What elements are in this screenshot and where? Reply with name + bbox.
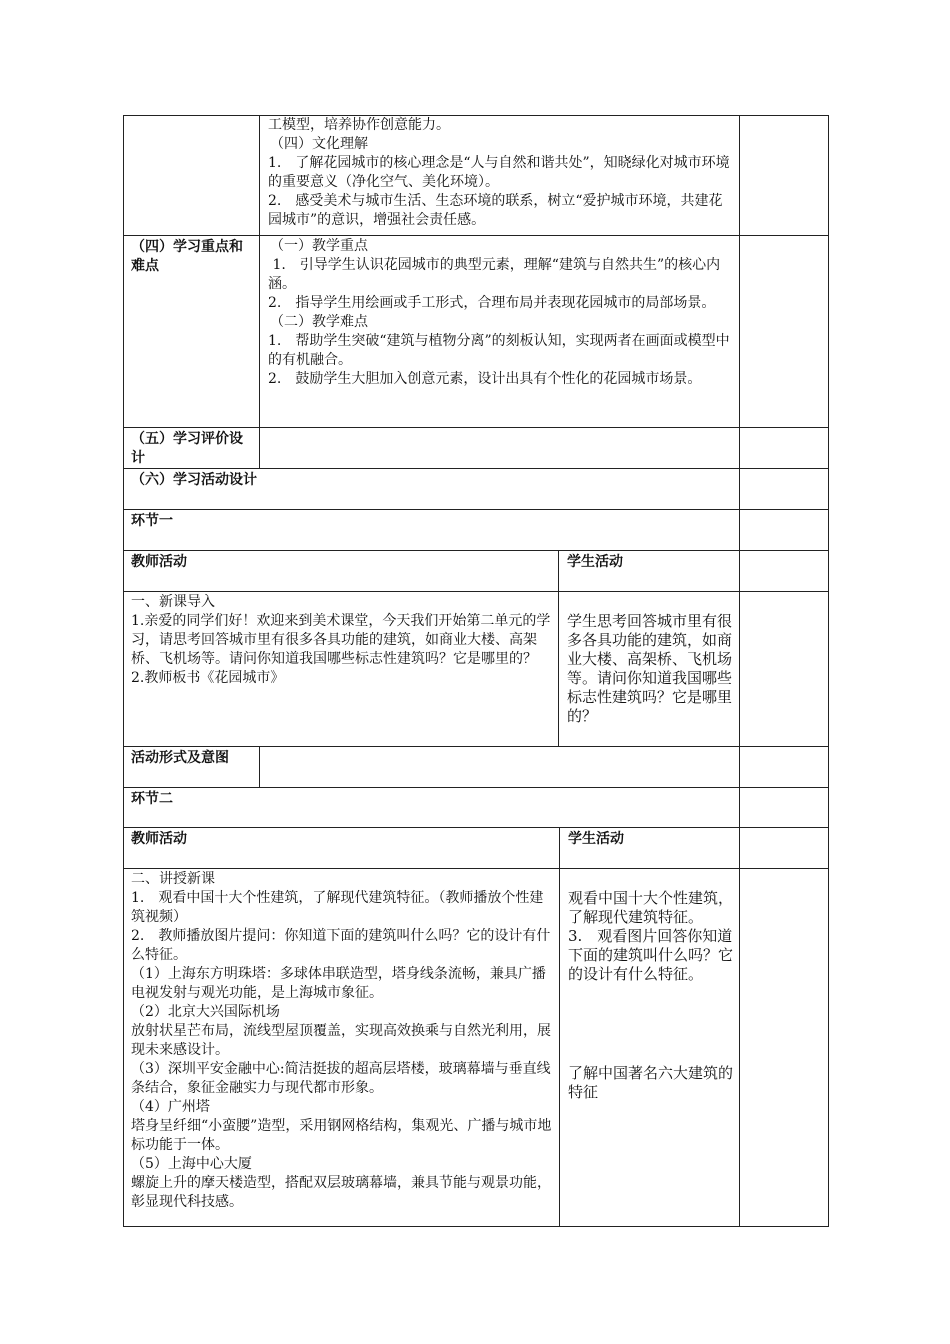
remarks-cell [739,592,829,746]
row-key-points [123,235,829,427]
culture-line: 1. 了解花园城市的核心理念是“人与自然和谐共处”，知晓绿化对城市环境的重要意义（净化空气、美化环境）。 [268,155,730,190]
building-item: （4）广州塔 [131,1099,210,1115]
student-activity-content [559,869,739,1227]
teacher-activity-header: 教师活动 [131,554,187,570]
row-stage-one-content [123,591,829,746]
student-line: 3. 观看图片回答你知道下面的建筑叫什么吗？它的设计有什么特征。 [568,927,734,983]
remarks-cell [739,510,829,550]
remarks-cell [739,115,829,235]
building-description: 塔身呈纤细“小蛮腰”造型，采用钢网格结构，集观光、广播与城市地标功能于一体。 [131,1118,552,1153]
student-activity-content [558,592,739,746]
row-activity-design [123,468,829,509]
culture-heading: （四）文化理解 [270,136,368,152]
difficulty-line: 2. 鼓励学生大胆加入创意元素，设计出具有个性化的花园城市场景。 [268,371,702,387]
lesson-plan-table [123,115,829,1227]
remarks-cell [739,788,829,827]
building-description: 螺旋上升的摩天楼造型，搭配双层玻璃幕墙，兼具节能与观景功能，彰显现代科技感。 [131,1175,551,1210]
building-item: （1）上海东方明珠塔：多球体串联造型，塔身线条流畅，兼具广播电视发射与观光功能，是上海城市象征。 [131,966,546,1001]
form-intent-content [259,747,739,787]
key-points-line: 2. 指导学生用绘画或手工形式，合理布局并表现花园城市的局部场景。 [268,295,716,311]
building-item: （3）深圳平安金融中心:简洁挺拔的超高层塔楼，玻璃幕墙与垂直线条结合，象征金融实力与现代都市形象。 [131,1061,551,1096]
building-description: 放射状星芒布局，流线型屋顶覆盖，实现高效换乘与自然光利用，展现未来感设计。 [131,1023,551,1058]
teacher-line: 1.亲爱的同学们好！欢迎来到美术课堂，今天我们开始第二单元的学习，请思考回答城市里有很多各具功能的建筑，如商业大楼、高架桥、飞机场等。请问你知道我国哪些标志性建筑吗？它是哪里的？ [131,613,551,667]
activity-design-label: （六）学习活动设计 [131,472,257,488]
culture-line: 工模型，培养协作创意能力。 [268,117,450,133]
teacher-line: 2.教师板书《花园城市》 [131,670,285,686]
row-stage-two [123,787,829,827]
student-line: 了解中国著名六大建筑的特征 [568,1064,734,1101]
stage-two-label: 环节二 [131,791,173,807]
student-line: 观看中国十大个性建筑，了解现代建筑特征。 [568,889,734,926]
student-activity-header: 学生活动 [558,551,739,591]
section-heading: 二、讲授新课 [131,871,215,887]
teacher-activity-content [123,592,558,746]
teacher-line: 1. 观看中国十大个性建筑，了解现代建筑特征。（教师播放个性建筑视频） [131,890,544,925]
remarks-cell [739,469,829,509]
row-form-intent [123,746,829,787]
row-evaluation [123,427,829,468]
remarks-cell [739,869,829,1227]
section-heading: 一、新课导入 [131,594,215,610]
remarks-cell [739,828,829,868]
row-stage-one-header [123,550,829,591]
remarks-cell [739,428,829,468]
building-item: （2）北京大兴国际机场 [131,1004,280,1020]
key-points-line: 1. 引导学生认识花园城市的典型元素，理解“建筑与自然共生”的核心内涵。 [268,257,721,292]
difficulty-line: 1. 帮助学生突破“建筑与植物分离”的刻板认知，实现两者在画面或模型中的有机融合。 [268,333,730,368]
teacher-activity-content [123,869,559,1227]
difficulty-heading: （二）教学难点 [270,314,368,330]
evaluation-label: （五）学习评价设计 [131,431,243,466]
row-stage-one [123,509,829,550]
student-activity-header: 学生活动 [559,828,739,868]
evaluation-content [259,428,739,468]
remarks-cell [739,551,829,591]
building-item: （5）上海中心大厦 [131,1156,252,1172]
student-line: 学生思考回答城市里有很多各具功能的建筑，如商业大楼、高架桥、飞机场等。请问你知道我国哪些标志性建筑吗？它是哪里的？ [567,612,733,725]
row-stage-two-header [123,827,829,868]
row-stage-two-content [123,868,829,1227]
remarks-cell [739,747,829,787]
culture-content [259,115,739,235]
row-label-empty [123,115,259,235]
remarks-cell [739,236,829,427]
key-points-label: （四）学习重点和难点 [131,239,243,274]
key-points-heading: （一）教学重点 [270,238,368,254]
teacher-activity-header: 教师活动 [131,831,187,847]
form-intent-label: 活动形式及意图 [131,750,229,766]
teacher-line: 2. 教师播放图片提问：你知道下面的建筑叫什么吗？它的设计有什么特征。 [131,928,551,963]
stage-one-label: 环节一 [131,513,173,529]
culture-line: 2. 感受美术与城市生活、生态环境的联系，树立“爱护城市环境，共建花园城市”的意识，增强社会责任感。 [268,193,723,228]
key-points-content [259,236,739,427]
row-culture-understanding [123,115,829,235]
